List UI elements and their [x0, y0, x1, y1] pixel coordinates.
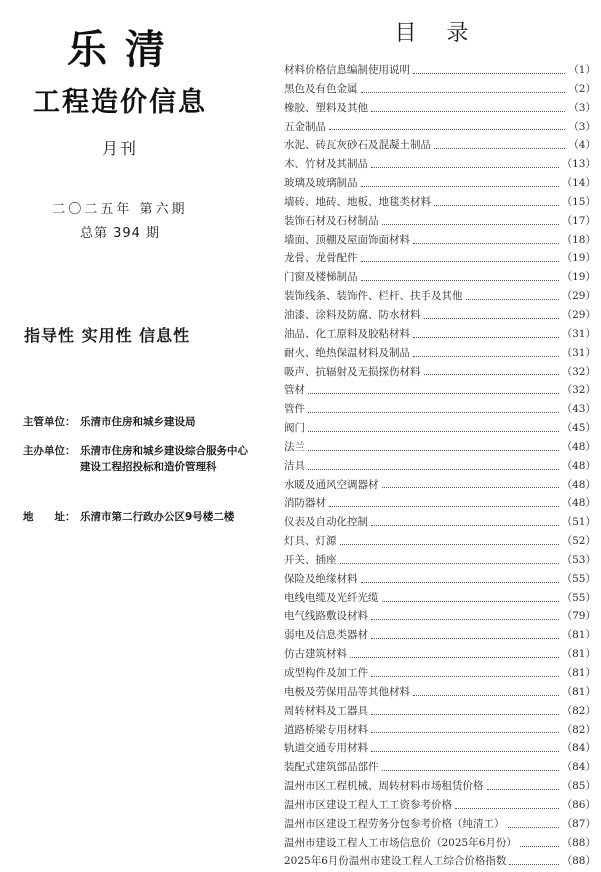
- toc-entry-label: 弱电及信息类器材: [284, 629, 368, 642]
- toc-leader-dots: [371, 714, 559, 715]
- toc-entry-label: 消防器材: [284, 497, 326, 510]
- toc-entry-label: 水暖及通风空调器材: [284, 478, 379, 491]
- toc-entry-page: （88）: [561, 836, 596, 849]
- toc-list: [284, 62, 596, 872]
- toc-leader-dots: [361, 261, 559, 262]
- toc-entry-page: （45）: [561, 422, 596, 435]
- toc-entry[interactable]: [284, 533, 596, 552]
- toc-entry[interactable]: [284, 382, 596, 401]
- toc-entry-label: 耐火、绝热保温材料及制品: [284, 346, 410, 359]
- slogan: 指导性 实用性 信息性: [24, 326, 191, 345]
- toc-leader-dots: [329, 506, 559, 507]
- address-value: 乐清市第二行政办公区9号楼二楼: [80, 511, 235, 523]
- toc-entry-page: （3）: [568, 101, 596, 114]
- toc-entry-label: 温州市建设工程人工市场信息价（2025年6月份）: [284, 836, 517, 849]
- toc-entry-page: （13）: [561, 158, 596, 171]
- toc-entry-page: （82）: [561, 704, 596, 717]
- toc-entry-page: （19）: [561, 271, 596, 284]
- toc-leader-dots: [424, 374, 559, 375]
- toc-entry-label: 仪表及自动化控制: [284, 516, 368, 529]
- toc-entry-page: （81）: [561, 648, 596, 661]
- toc-leader-dots: [413, 243, 559, 244]
- toc-entry-label: 管材: [284, 384, 305, 397]
- supervisor-value: 乐清市住房和城乡建设局: [80, 416, 196, 428]
- toc-entry[interactable]: [284, 119, 596, 138]
- toc-entry-label: 仿古建筑材料: [284, 648, 347, 661]
- toc-entry-page: （81）: [561, 667, 596, 679]
- toc-leader-dots: [371, 167, 559, 168]
- toc-entry-page: （32）: [561, 365, 596, 378]
- toc-entry[interactable]: [284, 853, 596, 872]
- toc-entry-label: 装饰石材及石材制品: [284, 214, 379, 227]
- toc-entry[interactable]: [284, 326, 596, 345]
- toc-entry[interactable]: [284, 514, 596, 533]
- toc-entry[interactable]: [284, 722, 596, 741]
- toc-leader-dots: [371, 751, 559, 752]
- issue-number: 二〇二五年 第六期: [52, 202, 188, 217]
- toc-entry[interactable]: [284, 156, 596, 175]
- toc-leader-dots: [413, 695, 559, 696]
- toc-entry[interactable]: [284, 608, 596, 627]
- toc-leader-dots: [340, 563, 559, 564]
- toc-entry-page: （82）: [561, 723, 596, 736]
- toc-entry-page: （81）: [561, 685, 596, 698]
- toc-entry-page: （55）: [561, 591, 596, 604]
- toc-entry-label: 电线电缆及光纤光缆: [284, 591, 379, 604]
- toc-leader-dots: [371, 111, 565, 112]
- toc-leader-dots: [340, 544, 559, 545]
- toc-entry[interactable]: [284, 703, 596, 722]
- toc-entry-page: （19）: [561, 252, 596, 265]
- toc-entry[interactable]: [284, 458, 596, 477]
- toc-entry[interactable]: [284, 759, 596, 778]
- sponsor-value-line1: 乐清市住房和城乡建设综合服务中心: [80, 445, 248, 457]
- toc-entry-label: 吸声、抗辐射及无损探伤材料: [284, 365, 421, 378]
- toc-leader-dots: [308, 469, 559, 470]
- toc-entry-label: 开关、插座: [284, 553, 337, 566]
- toc-entry[interactable]: [284, 477, 596, 496]
- toc-entry-label: 成型构件及加工件: [284, 667, 368, 679]
- publication-frequency: 月刊: [101, 139, 138, 158]
- toc-entry-label: 墙面、顶棚及屋面饰面材料: [284, 233, 410, 246]
- toc-entry[interactable]: [284, 439, 596, 458]
- toc-entry[interactable]: [284, 646, 596, 665]
- toc-entry-page: （48）: [561, 440, 596, 453]
- toc-entry[interactable]: [284, 137, 596, 156]
- toc-entry[interactable]: [284, 213, 596, 232]
- toc-entry[interactable]: [284, 420, 596, 439]
- toc-entry-page: （84）: [561, 761, 596, 774]
- toc-leader-dots: [487, 789, 559, 790]
- toc-entry-label: 温州市区建设工程劳务分包参考价格（纯清工）: [284, 817, 505, 830]
- sponsor-label: 主办单位：: [23, 445, 76, 457]
- toc-entry-label: 材料价格信息编制使用说明: [284, 64, 410, 76]
- toc-leader-dots: [361, 280, 559, 281]
- toc-entry-label: 洁具: [284, 459, 305, 472]
- toc-entry[interactable]: [284, 590, 596, 609]
- toc-entry-label: 阀门: [284, 422, 305, 435]
- toc-entry-page: （84）: [561, 742, 596, 755]
- toc-entry-label: 管件: [284, 403, 305, 416]
- toc-entry-page: （4）: [568, 139, 596, 152]
- toc-entry-page: （15）: [561, 195, 596, 208]
- toc-entry[interactable]: [284, 81, 596, 100]
- toc-leader-dots: [382, 770, 559, 771]
- toc-entry-page: （3）: [568, 120, 596, 133]
- toc-entry-page: （43）: [561, 403, 596, 416]
- toc-entry[interactable]: [284, 194, 596, 213]
- toc-entry-page: （87）: [561, 817, 596, 830]
- sponsor-value-line2: 建设工程招投标和造价管理科: [80, 461, 217, 473]
- toc-entry[interactable]: [284, 495, 596, 514]
- supervisor-info: [23, 414, 196, 430]
- toc-leader-dots: [361, 92, 566, 93]
- toc-entry[interactable]: [284, 345, 596, 364]
- toc-entry-page: （31）: [561, 327, 596, 340]
- toc-entry[interactable]: [284, 665, 596, 684]
- toc-leader-dots: [466, 299, 559, 300]
- toc-leader-dots: [329, 129, 565, 130]
- toc-entry-label: 保险及绝缘材料: [284, 572, 358, 585]
- toc-leader-dots: [361, 186, 559, 187]
- toc-entry-page: （29）: [561, 308, 596, 321]
- toc-entry[interactable]: [284, 288, 596, 307]
- toc-entry[interactable]: [284, 100, 596, 119]
- toc-entry-label: 装配式建筑部品部件: [284, 761, 379, 774]
- toc-entry-page: （55）: [561, 572, 596, 585]
- supervisor-label: 主管单位：: [23, 416, 76, 428]
- toc-leader-dots: [371, 676, 559, 677]
- toc-entry-page: （18）: [561, 233, 596, 246]
- toc-entry[interactable]: [284, 401, 596, 420]
- toc-entry-page: （32）: [561, 384, 596, 397]
- toc-entry-page: （17）: [561, 214, 596, 227]
- toc-entry-label: 橡胶、塑料及其他: [284, 101, 368, 114]
- toc-leader-dots: [413, 356, 559, 357]
- toc-entry-label: 温州市区建设工程人工工资参考价格: [284, 798, 452, 811]
- toc-leader-dots: [308, 431, 559, 432]
- toc-leader-dots: [371, 619, 559, 620]
- toc-entry-label: 法兰: [284, 440, 305, 453]
- toc-leader-dots: [382, 224, 559, 225]
- toc-entry-label: 轨道交通专用材料: [284, 742, 368, 755]
- toc-entry-page: （52）: [561, 535, 596, 548]
- toc-entry-page: （1）: [568, 64, 596, 76]
- toc-entry-page: （85）: [561, 780, 596, 793]
- toc-entry[interactable]: [284, 250, 596, 269]
- toc-entry[interactable]: [284, 797, 596, 816]
- toc-leader-dots: [308, 393, 559, 394]
- toc-entry-label: 门窗及楼梯制品: [284, 271, 358, 284]
- toc-entry[interactable]: [284, 571, 596, 590]
- toc-leader-dots: [371, 525, 559, 526]
- toc-entry-label: 装饰线条、装饰件、栏杆、扶手及其他: [284, 290, 463, 303]
- toc-entry[interactable]: [284, 684, 596, 703]
- toc-leader-dots: [382, 601, 559, 602]
- toc-entry-page: （88）: [561, 855, 596, 868]
- toc-leader-dots: [413, 337, 559, 338]
- toc-entry-page: （29）: [561, 290, 596, 303]
- toc-leader-dots: [509, 864, 558, 865]
- toc-entry-page: （86）: [561, 798, 596, 811]
- toc-entry-page: （14）: [561, 177, 596, 190]
- toc-leader-dots: [371, 638, 559, 639]
- toc-leader-dots: [455, 808, 559, 809]
- toc-entry-page: （79）: [561, 610, 596, 623]
- toc-leader-dots: [371, 732, 559, 733]
- toc-entry-page: （2）: [568, 82, 596, 95]
- toc-entry-label: 玻璃及玻璃制品: [284, 177, 358, 190]
- table-of-contents-panel: [280, 0, 601, 868]
- toc-entry[interactable]: [284, 175, 596, 194]
- toc-entry[interactable]: [284, 627, 596, 646]
- toc-entry[interactable]: [284, 364, 596, 383]
- toc-leader-dots: [413, 73, 565, 74]
- toc-entry[interactable]: [284, 835, 596, 854]
- toc-entry[interactable]: [284, 232, 596, 251]
- toc-entry-label: 龙骨、龙骨配件: [284, 252, 358, 265]
- toc-entry-label: 水泥、砖瓦灰砂石及混凝土制品: [284, 139, 431, 152]
- toc-entry-page: （81）: [561, 629, 596, 642]
- toc-leader-dots: [434, 205, 559, 206]
- address-info: [23, 509, 234, 525]
- toc-leader-dots: [350, 657, 559, 658]
- publication-title: 乐清: [67, 27, 183, 73]
- toc-entry-page: （48）: [561, 497, 596, 510]
- toc-entry-label: 墙砖、地砖、地板、地毯类材料: [284, 195, 431, 208]
- toc-entry[interactable]: [284, 62, 596, 81]
- toc-entry-page: （53）: [561, 553, 596, 566]
- toc-entry-page: （48）: [561, 459, 596, 472]
- toc-entry-label: 油漆、涂料及防腐、防水材料: [284, 308, 421, 321]
- toc-leader-dots: [382, 487, 559, 488]
- toc-entry-label: 灯具、灯源: [284, 535, 337, 548]
- toc-entry[interactable]: [284, 778, 596, 797]
- toc-leader-dots: [508, 827, 559, 828]
- toc-title: 目录: [394, 21, 499, 46]
- toc-entry-label: 温州市区工程机械、周转材料市场租赁价格: [284, 780, 484, 793]
- toc-leader-dots: [434, 148, 565, 149]
- toc-entry[interactable]: [284, 307, 596, 326]
- toc-entry-label: 道路桥梁专用材料: [284, 723, 368, 736]
- cover-panel: [0, 0, 280, 859]
- toc-entry-label: 电极及劳保用品等其他材料: [284, 685, 410, 698]
- toc-entry-label: 2025年6月份温州市建设工程人工综合价格指数: [284, 855, 507, 868]
- toc-entry-label: 木、竹材及其制品: [284, 158, 368, 171]
- toc-leader-dots: [361, 582, 559, 583]
- toc-leader-dots: [424, 318, 559, 319]
- toc-entry-label: 油品、化工原料及胶粘材料: [284, 327, 410, 340]
- toc-entry-label: 电气线路敷设材料: [284, 610, 368, 623]
- publication-subtitle: 工程造价信息: [33, 87, 207, 118]
- total-issue-number: 总第 394 期: [79, 226, 161, 241]
- toc-leader-dots: [520, 846, 559, 847]
- toc-entry-label: 黑色及有色金属: [284, 82, 358, 95]
- address-label: 地 址：: [23, 511, 76, 523]
- toc-leader-dots: [308, 450, 559, 451]
- toc-entry-page: （31）: [561, 346, 596, 359]
- sponsor-info: [23, 443, 248, 475]
- toc-entry[interactable]: [284, 816, 596, 835]
- toc-entry-page: （48）: [561, 478, 596, 491]
- toc-entry[interactable]: [284, 740, 596, 759]
- toc-entry[interactable]: [284, 269, 596, 288]
- toc-entry[interactable]: [284, 552, 596, 571]
- toc-entry-label: 五金制品: [284, 120, 326, 133]
- toc-leader-dots: [308, 412, 559, 413]
- toc-entry-page: （51）: [561, 516, 596, 529]
- toc-entry-label: 周转材料及工器具: [284, 704, 368, 717]
